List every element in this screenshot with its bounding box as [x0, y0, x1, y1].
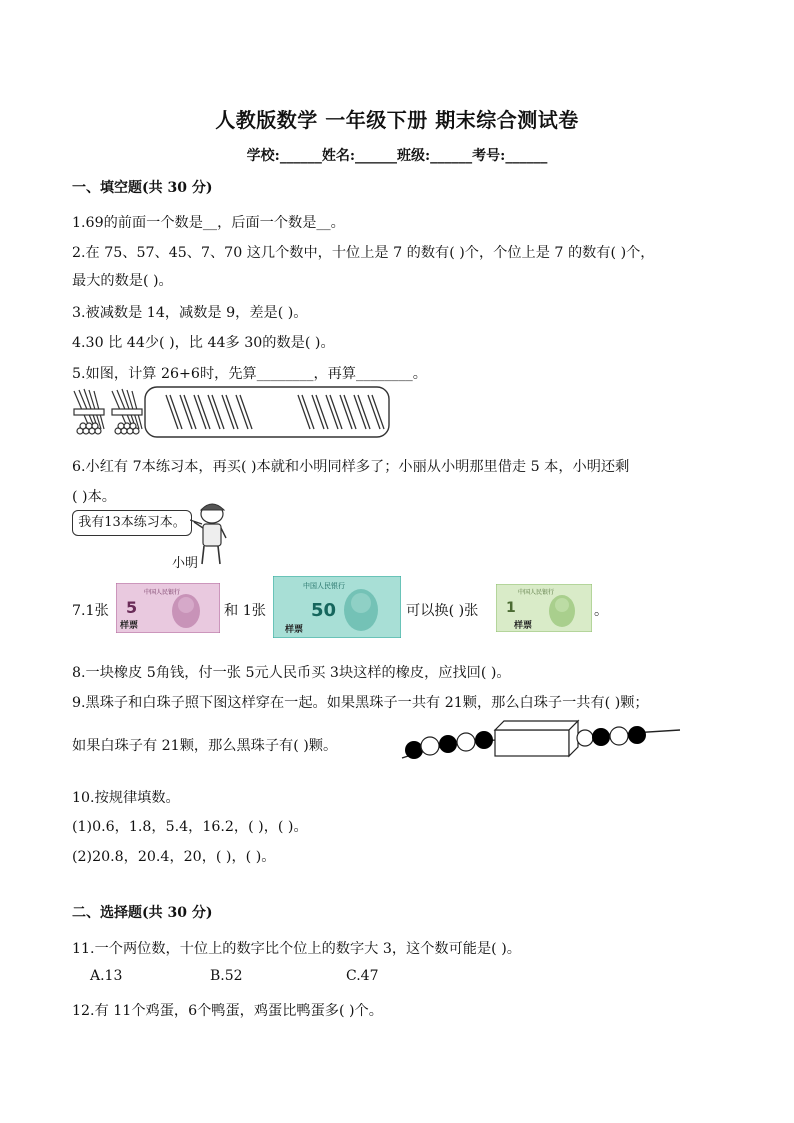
- banknote-5-issuer: 中国人民银行: [144, 589, 181, 596]
- loose-sticks-left: [166, 395, 252, 429]
- black-bead: [439, 735, 457, 753]
- question-7-part-4: 。: [594, 603, 609, 619]
- black-bead: [475, 731, 493, 749]
- student-info-line: 学校:______姓名:______班级:______考号:______: [246, 148, 548, 164]
- banknote-5-yuan: [116, 583, 220, 633]
- question-11: 11.一个两位数，十位上的数字比个位上的数字大 3，这个数可能是( )。: [72, 941, 521, 957]
- banknote-50-issuer: 中国人民银行: [303, 582, 345, 590]
- question-5: 5.如图，计算 26+6时，先算________，再算________。: [72, 366, 427, 382]
- black-bead: [592, 728, 610, 746]
- beads-string-figure: [400, 718, 685, 762]
- sticks-figure: [70, 385, 392, 441]
- banknote-50-stamp: 样票: [285, 625, 304, 635]
- white-bead: [421, 737, 439, 755]
- section-choice: 二、选择题(共 30 分): [72, 905, 213, 921]
- banknote-50-yuan: [273, 576, 401, 638]
- question-9-line-2: 如果白珠子有 21颗，那么黑珠子有( )颗。: [72, 738, 338, 754]
- stick-bundle-2: [112, 389, 142, 434]
- option-a: A.13: [90, 968, 123, 984]
- option-b: B.52: [210, 968, 243, 984]
- banknote-1-stamp: 样票: [514, 621, 533, 631]
- covering-box: [495, 721, 578, 756]
- banknote-50-value: 50: [311, 600, 337, 621]
- question-2-line-2: 最大的数是( )。: [72, 273, 173, 289]
- black-bead: [628, 726, 646, 744]
- banknote-5-stamp: 样票: [120, 621, 139, 631]
- name-label-xiaoming: 小明: [172, 556, 199, 571]
- white-bead: [577, 730, 593, 746]
- page-title: 人教版数学 一年级下册 期末综合测试卷: [215, 108, 579, 132]
- question-4: 4.30 比 44少( )，比 44多 30的数是( )。: [72, 335, 335, 351]
- question-2-line-1: 2.在 75、57、45、7、70 这几个数中，十位上是 7 的数有( )个，个位上是 7 的数有( )个，: [72, 245, 655, 261]
- banknote-1-value: 1: [506, 600, 516, 616]
- question-1: 1.69的前面一个数是__，后面一个数是__。: [72, 215, 345, 231]
- speech-bubble: 我有13本练习本。: [72, 510, 192, 536]
- question-10-2: (2)20.8，20.4，20，( )，( )。: [72, 849, 276, 865]
- loose-sticks-box: [145, 387, 389, 437]
- question-6-line-1: 6.小红有 7本练习本，再买( )本就和小明同样多了；小丽从小明那里借走 5 本，小明还剩: [72, 459, 630, 475]
- question-10: 10.按规律填数。: [72, 790, 180, 806]
- question-3: 3.被减数是 14，减数是 9，差是( )。: [72, 305, 308, 321]
- question-9-line-1: 9.黑珠子和白珠子照下图这样穿在一起。如果黑珠子一共有 21颗，那么白珠子一共有( )颗；: [72, 695, 649, 711]
- section-fill-blank: 一、填空题(共 30 分): [72, 180, 213, 196]
- banknote-1-yuan: [496, 584, 592, 632]
- question-7-part-3: 可以换( )张: [406, 603, 479, 619]
- question-12: 12.有 11个鸡蛋，6个鸭蛋，鸡蛋比鸭蛋多( )个。: [72, 1003, 383, 1019]
- stick-bundle-1: [74, 389, 104, 434]
- banknote-1-issuer: 中国人民银行: [518, 589, 555, 596]
- black-bead: [405, 741, 423, 759]
- banknote-5-value: 5: [126, 598, 138, 617]
- loose-sticks-right: [298, 395, 384, 429]
- question-6-line-2: ( )本。: [72, 489, 116, 505]
- white-bead: [457, 733, 475, 751]
- question-7-part-1: 7.1张: [72, 603, 109, 619]
- question-8: 8.一块橡皮 5角钱，付一张 5元人民币买 3块这样的橡皮，应找回( )。: [72, 665, 511, 681]
- question-7-part-2: 和 1张: [224, 603, 266, 619]
- question-10-1: (1)0.6，1.8，5.4，16.2，( )，( )。: [72, 819, 308, 835]
- white-bead: [610, 727, 628, 745]
- option-c: C.47: [346, 968, 379, 984]
